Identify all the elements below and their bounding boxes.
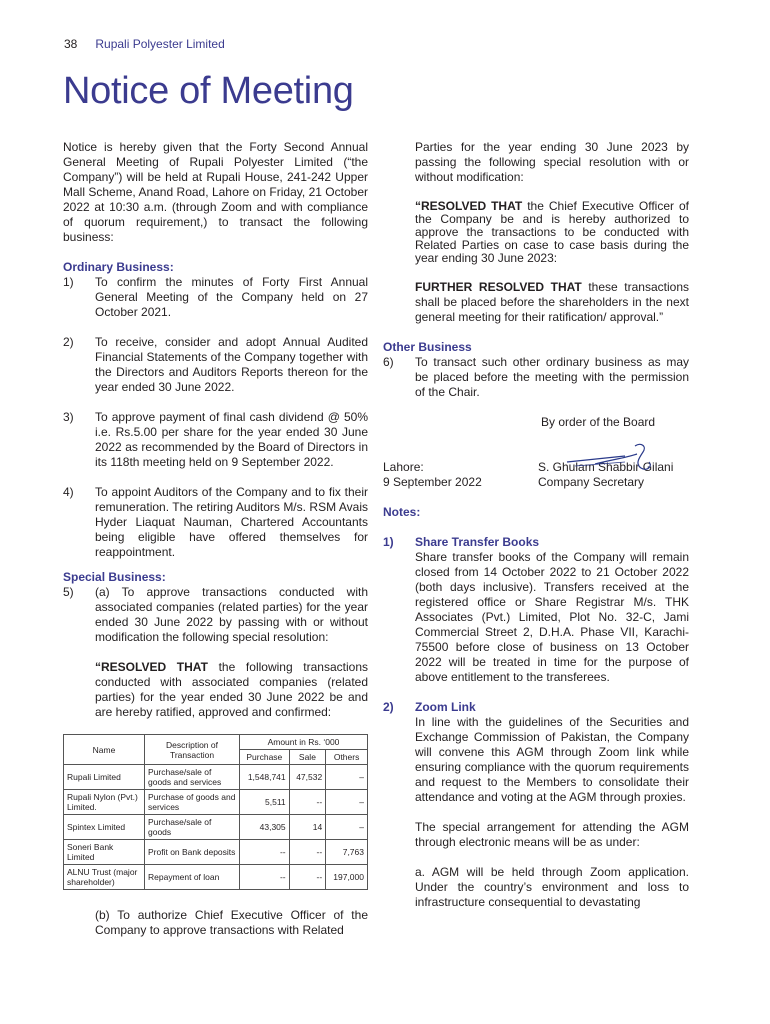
page-header <box>64 37 225 51</box>
note-item <box>383 535 689 550</box>
item-text: To confirm the minutes of Forty First Annual General Meeting of the Company held on 27 October 2021. <box>95 275 368 319</box>
page-title: Notice of Meeting <box>63 70 354 112</box>
ordinary-business-heading: Ordinary Business: <box>63 260 174 274</box>
note-heading: Zoom Link <box>415 700 476 714</box>
note-heading: Share Transfer Books <box>415 535 540 549</box>
special-business-heading: Special Business: <box>63 570 166 584</box>
intro-paragraph: Notice is hereby given that the Forty Second Annual General Meeting of Rupali Polyester Limited (“the Company”) will be held at Rupali House, 241-242 Upper Mall Scheme, Anand Road, Lahore on Friday, 21 October 2022 at 10:30 a.m. (through Zoom and with compliance of quorum requirement,) to transact the following business: <box>63 140 368 244</box>
cell-name: Rupali Limited <box>64 765 145 790</box>
page-number: 38 <box>64 37 78 51</box>
notes-heading: Notes: <box>383 505 421 519</box>
cell-name: Rupali Nylon (Pvt.) Limited. <box>64 790 145 815</box>
cell-purchase: 1,548,741 <box>240 765 290 790</box>
note-text: The special arrangement for attending the AGM through electronic means will be as under: <box>415 820 689 849</box>
cell-purchase: 5,511 <box>240 790 290 815</box>
resolution-text: these transactions shall be placed before the shareholders in the next general meeting for their ratification/ approval.” <box>415 280 689 324</box>
item-number: 4) <box>63 485 74 499</box>
place: Lahore: <box>383 460 424 474</box>
table-row <box>64 865 368 890</box>
company-name: Rupali Polyester Limited <box>95 37 225 51</box>
cell-others: 7,763 <box>326 840 368 865</box>
cell-description: Profit on Bank deposits <box>145 840 240 865</box>
ordinary-item <box>63 275 368 320</box>
notice-date: 9 September 2022 <box>383 475 482 489</box>
cell-purchase: -- <box>240 865 290 890</box>
table-row <box>64 765 368 790</box>
item-number: 2) <box>63 335 74 349</box>
cell-name: ALNU Trust (major shareholder) <box>64 865 145 890</box>
transactions-table <box>63 734 368 890</box>
resolution-lead: “RESOLVED THAT <box>415 199 523 213</box>
signatory-name: S. Ghulam Shabbir Gilani <box>538 460 674 474</box>
cell-others: – <box>326 790 368 815</box>
cell-others: – <box>326 765 368 790</box>
ceo-resolution <box>415 200 689 265</box>
cell-others: 197,000 <box>326 865 368 890</box>
cell-purchase: 43,305 <box>240 815 290 840</box>
item-b-continuation: Parties for the year ending 30 June 2023 by passing the following special resolution with or without modification: <box>415 140 689 184</box>
item-text: To receive, consider and adopt Annual Audited Financial Statements of the Company together with the Directors and Auditors Reports thereon for the year ended 30 June 2022. <box>95 335 368 394</box>
further-resolution <box>415 280 689 325</box>
cell-others: – <box>326 815 368 840</box>
item-text: To transact such other ordinary business as may be placed before the meeting with the permission of the Chair. <box>415 355 689 399</box>
col-header-amount: Amount in Rs. ‘000 <box>240 735 368 750</box>
cell-purchase: -- <box>240 840 290 865</box>
table-row <box>64 790 368 815</box>
cell-description: Repayment of loan <box>145 865 240 890</box>
col-header-others: Others <box>326 750 368 765</box>
note-text: a. AGM will be held through Zoom application. Under the country’s environment and loss to infrastructure consequential to devastating <box>415 865 689 909</box>
col-header-purchase: Purchase <box>240 750 290 765</box>
resolution-text: the Chief Executive Officer of the Company be and is hereby authorized to approve the transactions to be conducted with Related Parties on case to case basis during the year ending 30 June 2023: <box>415 199 689 265</box>
right-column <box>383 140 689 910</box>
by-order-text: By order of the Board <box>541 415 656 429</box>
signature-graphic <box>565 440 665 474</box>
cell-sale: -- <box>289 865 326 890</box>
cell-sale: 47,532 <box>289 765 326 790</box>
left-column <box>63 140 368 938</box>
cell-name: Soneri Bank Limited <box>64 840 145 865</box>
special-item-b: (b) To authorize Chief Executive Officer of the Company to approve transactions with Related <box>95 908 368 937</box>
resolution-lead: FURTHER RESOLVED THAT <box>415 280 582 294</box>
item-text: To approve payment of final cash dividend @ 50% i.e. Rs.5.00 per share for the year ended 30 June 2022 as recommended by the Board of Directors in its 118th meeting held on 9 September 2022. <box>95 410 368 469</box>
note-item <box>383 700 689 715</box>
col-header-description: Description of Transaction <box>145 735 240 765</box>
cell-sale: -- <box>289 840 326 865</box>
col-header-name: Name <box>64 735 145 765</box>
other-business-heading: Other Business <box>383 340 472 354</box>
resolution-lead: “RESOLVED THAT <box>95 660 208 674</box>
cell-description: Purchase/sale of goods and services <box>145 765 240 790</box>
other-item <box>383 355 689 400</box>
item-number: 5) <box>63 585 74 599</box>
designation: Company Secretary <box>538 475 645 489</box>
cell-description: Purchase/sale of goods <box>145 815 240 840</box>
item-text: To appoint Auditors of the Company and to fix their remuneration. The retiring Auditors M/s. RSM Avais Hyder Liaquat Nauman, Chartered Accountants being eligible have offered themselves for reappointment. <box>95 485 368 559</box>
item-number: 3) <box>63 410 74 424</box>
note-text: In line with the guidelines of the Securities and Exchange Commission of Pakistan, the Company will convene this AGM through Zoom link while ensuring compliance with the quorum requirements and request to the Members to consolidate their attendance and voting at the AGM through proxies. <box>415 715 689 804</box>
ordinary-item <box>63 335 368 395</box>
cell-sale: 14 <box>289 815 326 840</box>
note-number: 1) <box>383 535 394 549</box>
col-header-sale: Sale <box>289 750 326 765</box>
resolution-text: the following transactions conducted with associated companies (related parties) for the year ended 30 June 2022 be and are hereby ratified, approved and confirmed: <box>95 660 369 719</box>
cell-name: Spintex Limited <box>64 815 145 840</box>
table-row <box>64 840 368 865</box>
cell-description: Purchase of goods and services <box>145 790 240 815</box>
item-text: (a) To approve transactions conducted with associated companies (related parties) for the year ended 30 June 2022 by passing with or without modification the following special resolution: <box>95 585 368 644</box>
signature-block-line2 <box>383 475 689 490</box>
special-item <box>63 585 368 645</box>
item-number: 1) <box>63 275 74 289</box>
special-resolution <box>95 660 368 720</box>
note-number: 2) <box>383 700 394 714</box>
item-number: 6) <box>383 355 394 369</box>
note-text: Share transfer books of the Company will remain closed from 14 October 2022 to 21 October 2022 (both days inclusive). Transfers received at the registered office or Share Registrar M/s. THK Associates (Pvt.) Limited, Plot No. 32-C, Jami Commercial Street 2, D.H.A. Phase VII, Karachi-75500 before close of business on 13 October 2022 will be treated in time for the purpose of above entitlement to the transferees. <box>415 550 689 684</box>
ordinary-item <box>63 410 368 470</box>
cell-sale: -- <box>289 790 326 815</box>
ordinary-item <box>63 485 368 560</box>
table-row <box>64 815 368 840</box>
